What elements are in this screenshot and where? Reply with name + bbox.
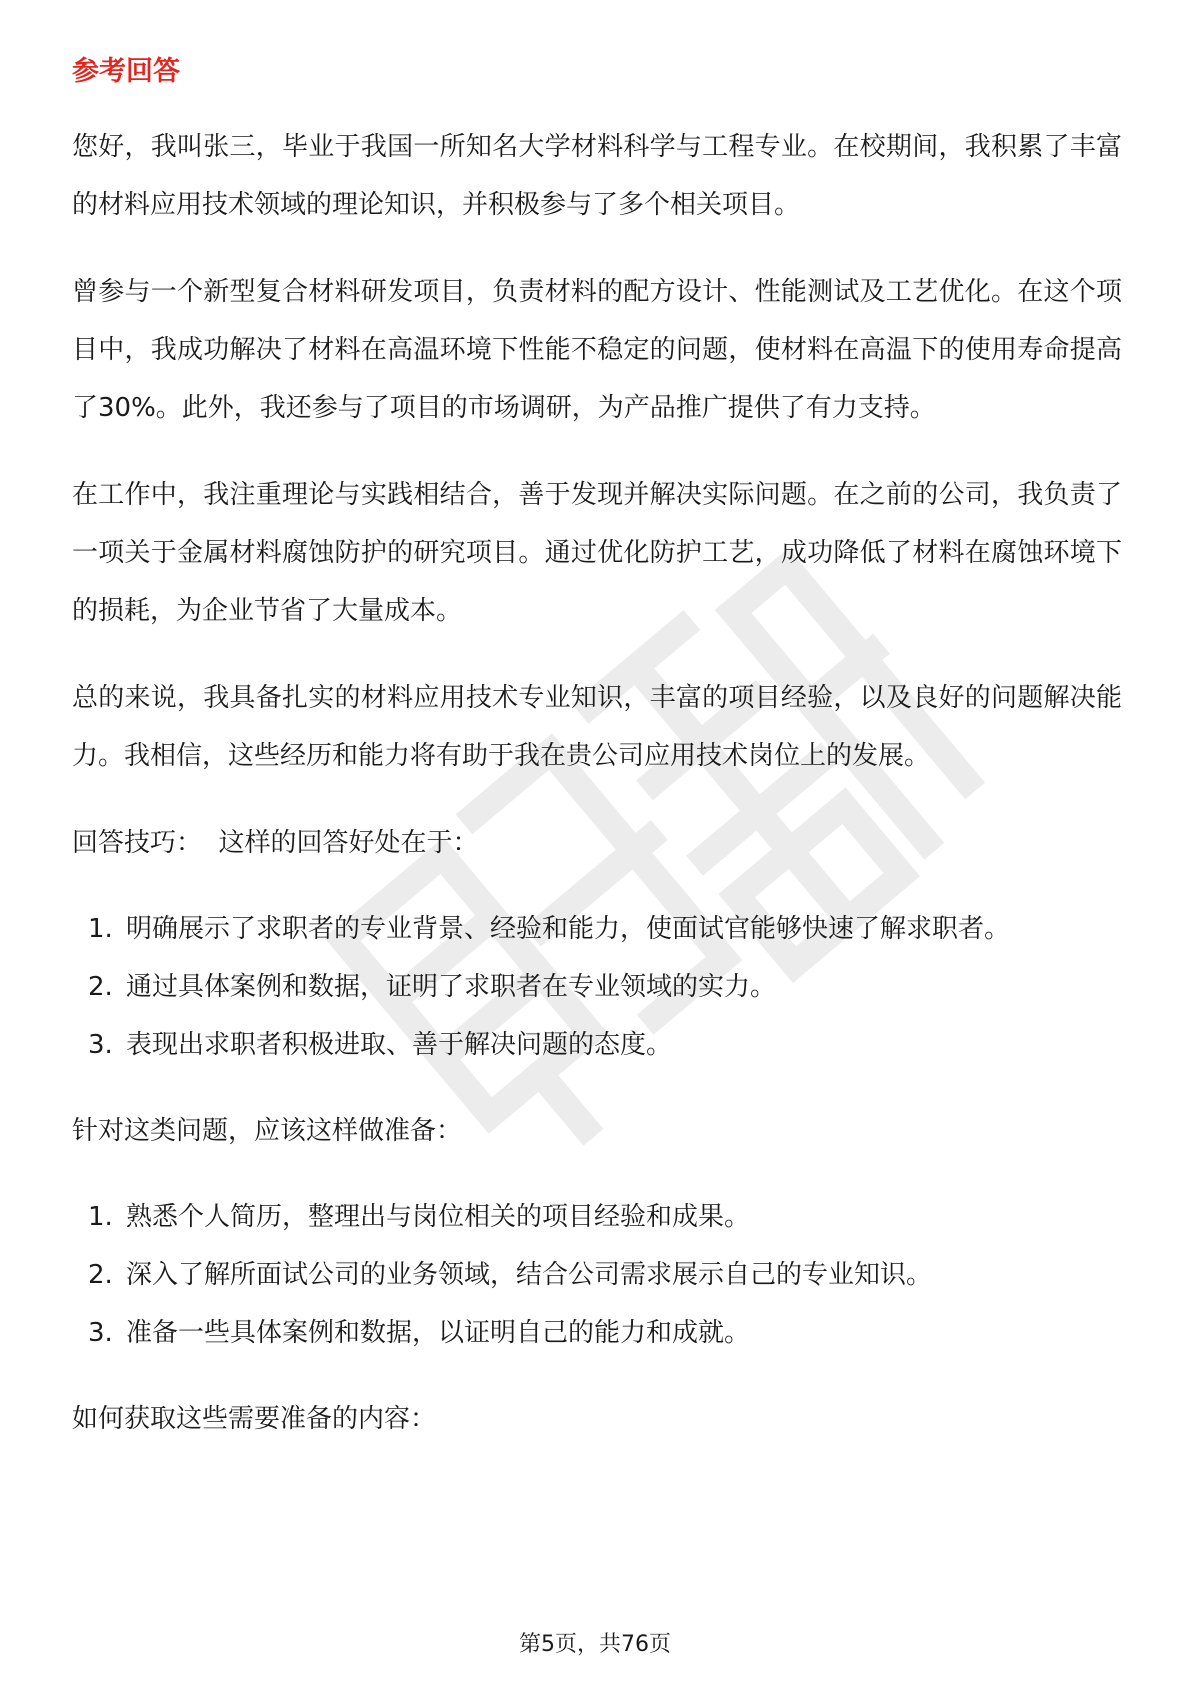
- list-item: [72, 900, 1122, 958]
- list-item-text: 深入了解所面试公司的业务领域，结合公司需求展示自己的专业知识。: [126, 1260, 933, 1290]
- list-item: [72, 958, 1122, 1016]
- list-item-text: 熟悉个人简历，整理出与岗位相关的项目经验和成果。: [126, 1202, 751, 1232]
- answer-body: [72, 118, 1122, 1477]
- list-item: [72, 1188, 1122, 1246]
- list-item-number: 2.: [88, 1260, 113, 1290]
- list-item-number: 2.: [88, 972, 113, 1002]
- tips-list: [72, 900, 1122, 1074]
- closing-line: 如何获取这些需要准备的内容：: [72, 1404, 437, 1434]
- prep-intro: 针对这类问题，应该这样做准备：: [72, 1116, 463, 1146]
- answer-paragraph-4: 总的来说，我具备扎实的材料应用技术专业知识，丰富的项目经验，以及良好的问题解决能力。我相信，这些经历和能力将有助于我在贵公司应用技术岗位上的发展。: [72, 683, 1122, 771]
- answer-paragraph-2: 曾参与一个新型复合材料研发项目，负责材料的配方设计、性能测试及工艺优化。在这个项目中，我成功解决了材料在高温环境下性能不稳定的问题，使材料在高温下的使用寿命提高了30%。此外，我还参与了项目的市场调研，为产品推广提供了有力支持。: [72, 277, 1122, 423]
- answer-paragraph-1: 您好，我叫张三，毕业于我国一所知名大学材料科学与工程专业。在校期间，我积累了丰富的材料应用技术领域的理论知识，并积极参与了多个相关项目。: [72, 132, 1122, 220]
- tips-intro: 回答技巧： 这样的回答好处在于：: [72, 828, 479, 858]
- section-heading: 参考回答: [72, 56, 180, 87]
- list-item-number: 3.: [88, 1030, 113, 1060]
- list-item-number: 1.: [88, 914, 113, 944]
- list-item: [72, 1016, 1122, 1074]
- list-item-text: 表现出求职者积极进取、善于解决问题的态度。: [126, 1030, 673, 1060]
- list-item-number: 1.: [88, 1202, 113, 1232]
- list-item: [72, 1304, 1122, 1362]
- list-item-text: 明确展示了求职者的专业背景、经验和能力，使面试官能够快速了解求职者。: [126, 914, 1011, 944]
- list-item: [72, 1246, 1122, 1304]
- list-item-text: 通过具体案例和数据，证明了求职者在专业领域的实力。: [126, 972, 777, 1002]
- answer-paragraph-3: 在工作中，我注重理论与实践相结合，善于发现并解决实际问题。在之前的公司，我负责了一项关于金属材料腐蚀防护的研究项目。通过优化防护工艺，成功降低了材料在腐蚀环境下的损耗，为企业节省了大量成本。: [72, 480, 1122, 626]
- prep-list: [72, 1188, 1122, 1362]
- list-item-text: 准备一些具体案例和数据，以证明自己的能力和成就。: [126, 1318, 751, 1348]
- page-footer: 第5页，共76页: [519, 1632, 671, 1657]
- list-item-number: 3.: [88, 1318, 113, 1348]
